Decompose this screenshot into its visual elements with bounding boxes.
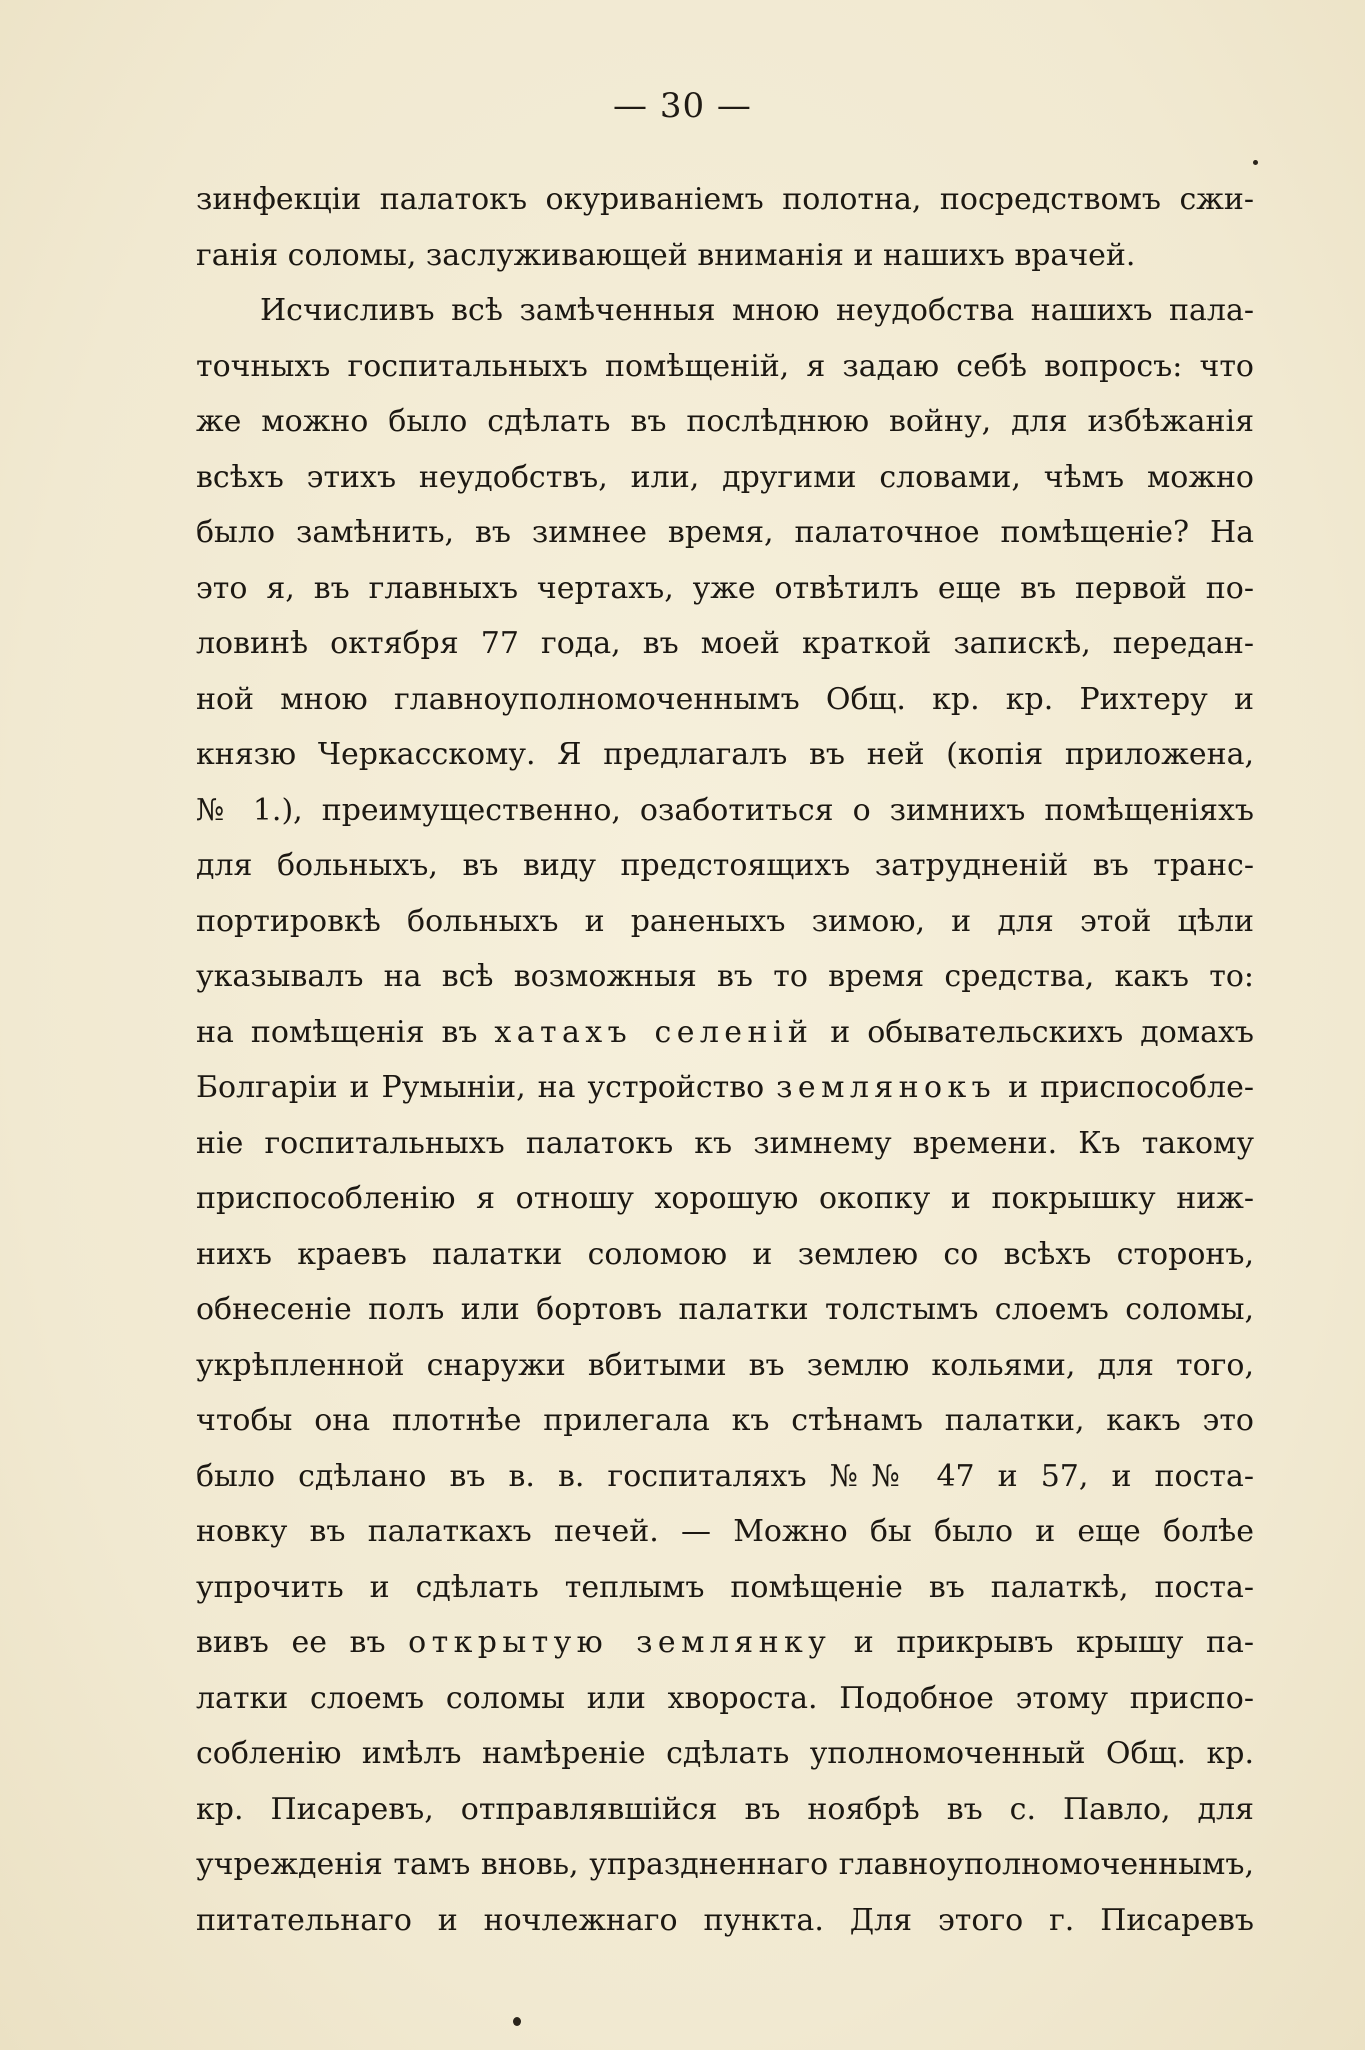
ink-speck [513, 2017, 521, 2026]
text-line: чтобы она плотнѣе прилегала къ стѣнамъ палатки, какъ это [196, 1403, 1254, 1438]
text-line: собленію имѣлъ намѣреніе сдѣлать уполномоченный Общ. кр. [196, 1736, 1254, 1771]
text-line: всѣхъ этихъ неудобствъ, или, другими словами, чѣмъ можно [196, 459, 1254, 495]
text-span: Болгаріи и Румыніи, на устройство [196, 1070, 777, 1105]
body-text [196, 172, 1254, 1948]
text-span: и обывательскихъ домахъ [813, 1014, 1254, 1050]
text-line: князю Черкасскому. Я предлагалъ въ ней (копія приложена, [196, 737, 1254, 772]
text-line: ганія соломы, заслуживающей вниманія и нашихъ врачей. [196, 237, 1136, 273]
text-line: нихъ краевъ палатки соломою и землею со всѣхъ сторонъ, [196, 1236, 1254, 1272]
text-line: ловинѣ октября 77 года, въ моей краткой запискѣ, передан- [196, 626, 1254, 661]
text-line: ной мною главноуполномоченнымъ Общ. кр. кр. Рихтеру и [196, 681, 1254, 717]
text-line: же можно было сдѣлать въ послѣднюю войну, для избѣжанія [196, 404, 1254, 439]
text-line: питательнаго и ночлежнаго пункта. Для этого г. Писаревъ [196, 1902, 1254, 1938]
text-line: зинфекціи палатокъ окуриваніемъ полотна, посредствомъ сжи- [196, 182, 1254, 217]
text-line [196, 1615, 1254, 1671]
ink-speck [1253, 160, 1258, 165]
text-line: № 1.), преимущественно, озаботиться о зимнихъ помѣщеніяхъ [196, 792, 1254, 828]
text-line: портировкѣ больныхъ и раненыхъ зимою, и для этой цѣли [196, 903, 1254, 939]
text-line: указывалъ на всѣ возможныя въ то время средства, какъ то: [196, 959, 1254, 994]
text-line: для больныхъ, въ виду предстоящихъ затрудненій въ транс- [196, 848, 1254, 883]
text-line: Исчисливъ всѣ замѣченныя мною неудобства нашихъ пала- [260, 293, 1254, 328]
text-line: укрѣпленной снаружи вбитыми въ землю кольями, для того, [196, 1347, 1254, 1383]
page-number: — 30 — [613, 86, 752, 126]
text-line: ніе госпитальныхъ палатокъ къ зимнему времени. Къ такому [196, 1125, 1254, 1161]
text-span: вивъ ее въ [196, 1625, 409, 1660]
spaced-emphasis: землянокъ [776, 1070, 997, 1105]
text-line [196, 1060, 1254, 1116]
text-line: латки слоемъ соломы или хвороста. Подобное этому приспо- [196, 1680, 1254, 1716]
text-span: и прикрывъ крышу па- [831, 1625, 1254, 1660]
text-line: новку въ палаткахъ печей. — Можно бы было и еще болѣе [196, 1514, 1254, 1549]
text-line: точныхъ госпитальныхъ помѣщеній, я задаю себѣ вопросъ: что [196, 348, 1254, 384]
text-line: обнесеніе полъ или бортовъ палатки толстымъ слоемъ соломы, [196, 1292, 1254, 1327]
text-line: было замѣнить, въ зимнее время, палаточное помѣщеніе? На [196, 515, 1254, 550]
text-line: упрочить и сдѣлать теплымъ помѣщеніе въ палаткѣ, поста- [196, 1569, 1254, 1605]
text-line: учрежденія тамъ вновь, упраздненнаго главноуполномоченнымъ, [196, 1847, 1254, 1882]
text-line: кр. Писаревъ, отправлявшійся въ ноябрѣ въ с. Павло, для [196, 1791, 1254, 1827]
text-span: и приспособле- [996, 1070, 1254, 1105]
text-line: это я, въ главныхъ чертахъ, уже отвѣтилъ еще въ первой по- [196, 570, 1254, 606]
text-line: было сдѣлано въ в. в. госпиталяхъ №№ 47 и 57, и поста- [196, 1458, 1254, 1494]
spaced-emphasis: хатахъ селеній [494, 1014, 814, 1050]
text-line: приспособленію я отношу хорошую окопку и покрышку ниж- [196, 1181, 1254, 1216]
text-line [196, 1005, 1254, 1061]
text-span: на помѣщенія въ [196, 1014, 495, 1050]
spaced-emphasis: открытую землянку [408, 1625, 832, 1660]
